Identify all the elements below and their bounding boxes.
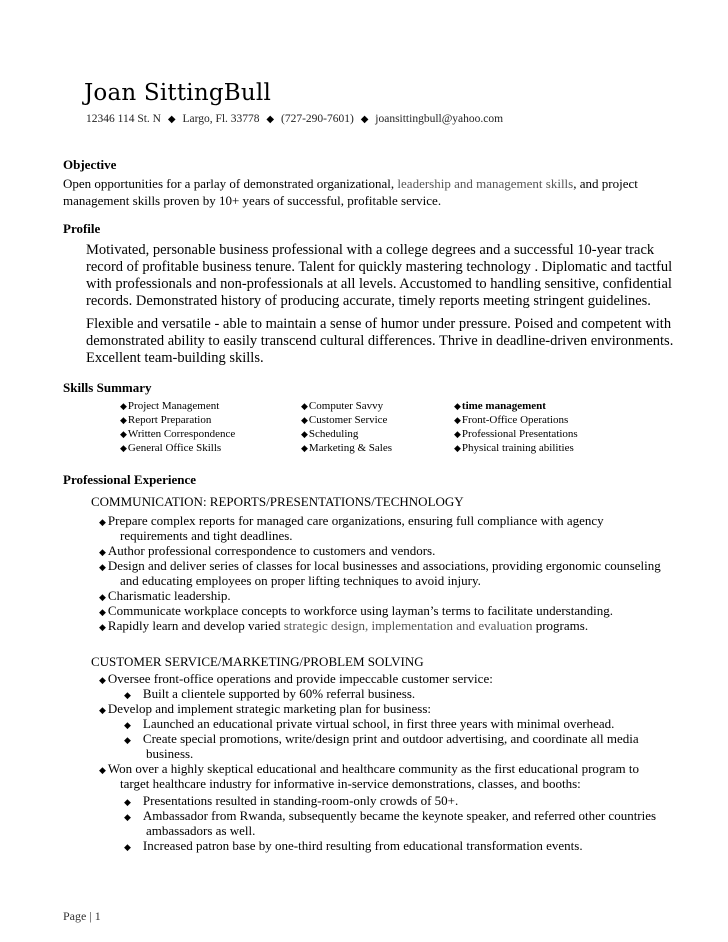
diamond-bullet-icon: ◆	[124, 735, 131, 745]
diamond-bullet-icon: ◆	[99, 562, 106, 572]
objective-text: , and project	[573, 176, 638, 191]
list-item: ◆ Develop and implement strategic marketing plan for business:	[99, 701, 432, 716]
skill-item: ◆Written Correspondence	[120, 428, 236, 440]
objective-text: Open opportunities for a parlay of demonstrated organizational,	[63, 176, 398, 191]
diamond-bullet-icon: ◆	[99, 622, 106, 632]
profile-heading: Profile	[63, 221, 101, 236]
candidate-name: Joan SittingBull	[84, 80, 272, 106]
diamond-icon: ◆	[266, 114, 275, 125]
diamond-bullet-icon: ◆	[301, 443, 308, 453]
skills-heading: Skills Summary	[63, 380, 152, 395]
diamond-bullet-icon: ◆	[124, 720, 131, 730]
profile-line: record of profitable business tenure. Talent for quickly mastering technology . Diplomatic and tactful	[86, 259, 673, 275]
experience-heading: Professional Experience	[63, 472, 196, 487]
diamond-bullet-icon: ◆	[124, 812, 131, 822]
profile-line: records. Demonstrated history of producing accurate, timely reports meeting stringent guidelines.	[86, 293, 651, 309]
skill-item: ◆time management	[454, 400, 546, 412]
profile-line: demonstrated ability to easily transcend cultural differences. Thrive in deadline-driven environments.	[86, 333, 674, 349]
skill-item: ◆Marketing & Sales	[301, 442, 393, 454]
page-number: Page | 1	[63, 909, 101, 923]
skills-column-1	[120, 399, 235, 455]
address: 12346 114 St. N	[86, 113, 161, 125]
list-item: ◆ Author professional correspondence to customers and vendors.	[99, 543, 436, 558]
skill-item: ◆Computer Savvy	[301, 400, 384, 412]
diamond-bullet-icon: ◆	[120, 401, 127, 411]
profile-line: Excellent team-building skills.	[86, 350, 264, 366]
list-item: ◆ Rapidly learn and develop varied strategic design, implementation and evaluation programs.	[99, 618, 589, 633]
objective-line-2: management skills proven by 10+ years of successful, profitable service.	[63, 193, 442, 208]
list-item-continuation: and educating employees on proper lifting techniques to avoid injury.	[120, 573, 481, 588]
skill-item: ◆Project Management	[120, 400, 220, 412]
list-item-continuation: target healthcare industry for informative in-service demonstrations, classes, and booths:	[120, 776, 581, 791]
profile-paragraph-1	[86, 242, 672, 310]
list-item: ◆ Prepare complex reports for managed care organizations, ensuring full compliance with agency	[99, 513, 604, 528]
phone: (727-290-7601)	[280, 113, 354, 125]
profile-paragraph-2	[86, 316, 673, 367]
sub-list-item: ◆ Launched an educational private virtual school, in first three years with minimal overhead.	[124, 716, 615, 731]
skill-item: ◆Customer Service	[301, 414, 388, 426]
diamond-bullet-icon: ◆	[454, 443, 461, 453]
list-item-continuation: requirements and tight deadlines.	[120, 528, 293, 543]
diamond-bullet-icon: ◆	[99, 592, 106, 602]
email[interactable]: joansittingbull@yahoo.com	[375, 113, 504, 125]
skill-item: ◆Scheduling	[301, 428, 359, 440]
list-item: ◆ Won over a highly skeptical educational and healthcare community as the first educational program to	[99, 761, 639, 776]
diamond-icon: ◆	[167, 114, 176, 125]
skill-item: ◆Report Preparation	[120, 414, 212, 426]
sub-list-item-continuation: ambassadors as well.	[146, 823, 256, 838]
sub-list-item: ◆ Built a clientele supported by 60% referral business.	[124, 686, 416, 701]
diamond-bullet-icon: ◆	[99, 547, 106, 557]
list-item: ◆ Charismatic leadership.	[99, 588, 231, 603]
diamond-icon: ◆	[360, 114, 369, 125]
list-item: ◆ Communicate workplace concepts to workforce using layman’s terms to facilitate understanding.	[99, 603, 613, 618]
city: Largo, Fl. 33778	[182, 113, 260, 125]
skill-item: ◆Front-Office Operations	[454, 414, 569, 426]
diamond-bullet-icon: ◆	[99, 607, 106, 617]
list-item: ◆ Design and deliver series of classes for local businesses and associations, providing ergonomic counseling	[99, 558, 661, 573]
sub-list-item: ◆ Increased patron base by one-third resulting from educational transformation events.	[124, 838, 583, 853]
diamond-bullet-icon: ◆	[454, 401, 461, 411]
skills-column-2	[301, 399, 392, 455]
profile-line: Motivated, personable business professional with a college degrees and a successful 10-year track	[86, 242, 655, 258]
sub-list-item-continuation: business.	[146, 746, 194, 761]
diamond-bullet-icon: ◆	[99, 705, 106, 715]
diamond-bullet-icon: ◆	[454, 415, 461, 425]
diamond-bullet-icon: ◆	[124, 797, 131, 807]
profile-line: Flexible and versatile - able to maintain a sense of humor under pressure. Poised and competent with	[86, 316, 672, 332]
diamond-bullet-icon: ◆	[99, 765, 106, 775]
section-title-customer-service: CUSTOMER SERVICE/MARKETING/PROBLEM SOLVING	[91, 654, 424, 669]
diamond-bullet-icon: ◆	[120, 429, 127, 439]
diamond-bullet-icon: ◆	[99, 675, 106, 685]
skill-item: ◆Professional Presentations	[454, 428, 578, 440]
sub-list-item: ◆ Ambassador from Rwanda, subsequently became the keynote speaker, and referred other countries	[124, 808, 657, 823]
diamond-bullet-icon: ◆	[99, 517, 106, 527]
diamond-bullet-icon: ◆	[124, 690, 131, 700]
list-item: ◆ Oversee front-office operations and provide impeccable customer service:	[99, 671, 493, 686]
diamond-bullet-icon: ◆	[454, 429, 461, 439]
objective-heading: Objective	[63, 157, 117, 172]
sub-list-item: ◆ Presentations resulted in standing-room-only crowds of 50+.	[124, 793, 459, 808]
contact-line	[86, 113, 503, 125]
objective-line-1	[63, 176, 638, 192]
diamond-bullet-icon: ◆	[301, 429, 308, 439]
diamond-bullet-icon: ◆	[120, 443, 127, 453]
skill-item: ◆General Office Skills	[120, 442, 222, 454]
diamond-bullet-icon: ◆	[301, 401, 308, 411]
diamond-bullet-icon: ◆	[301, 415, 308, 425]
diamond-bullet-icon: ◆	[124, 842, 131, 852]
skill-item: ◆Physical training abilities	[454, 442, 574, 454]
objective-highlight: leadership and management skills	[397, 176, 574, 191]
skills-column-3	[454, 399, 578, 455]
diamond-bullet-icon: ◆	[120, 415, 127, 425]
section-title-communication: COMMUNICATION: REPORTS/PRESENTATIONS/TECHNOLOGY	[91, 494, 464, 509]
profile-line: with professionals and non-professionals at all levels. Accustomed to handling sensitive, confidential	[86, 276, 672, 292]
sub-list-item: ◆ Create special promotions, write/design print and outdoor advertising, and coordinate all media	[124, 731, 639, 746]
